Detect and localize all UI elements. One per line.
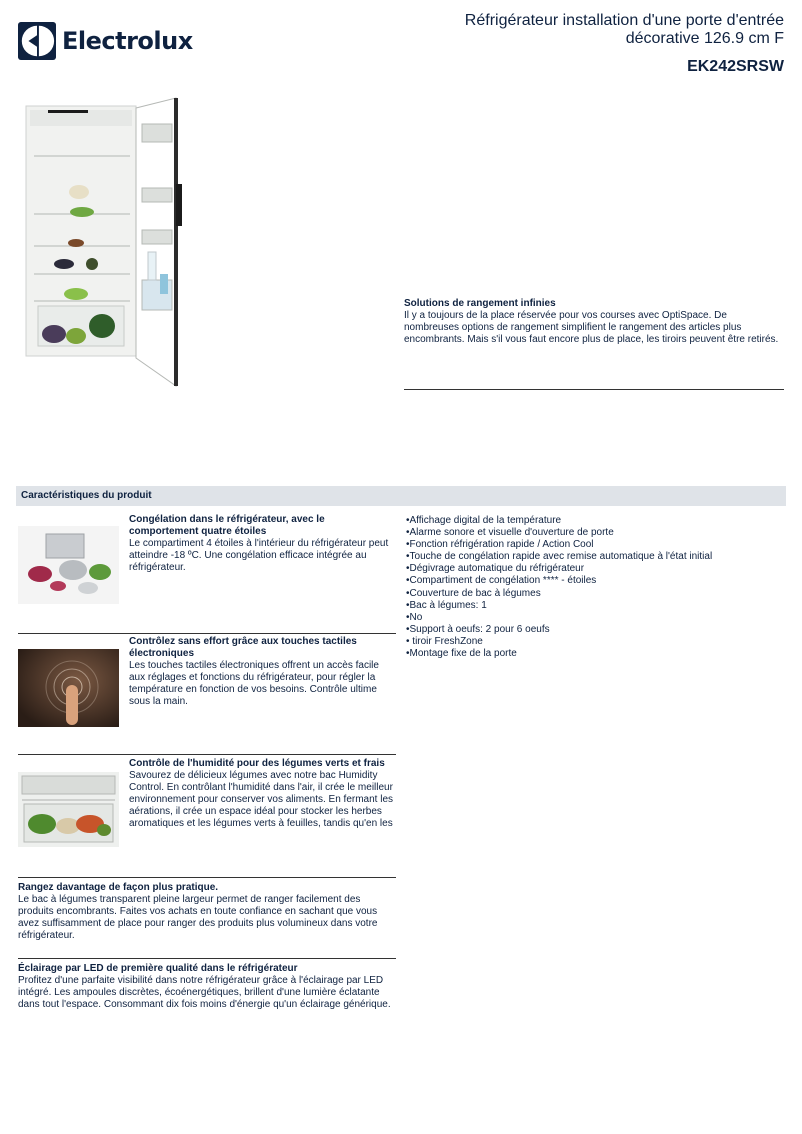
spec-item: • Alarme sonore et visuelle d'ouverture de porte [406,527,786,539]
feature-freezing [18,514,396,610]
feature-heading: Solutions de rangement infinies [404,298,556,309]
feature-heading: Éclairage par LED de première qualité dans le réfrigérateur [18,963,298,974]
spec-item: • No [406,612,786,624]
vegetable-drawer-image [18,772,119,847]
spec-item: • Compartiment de congélation **** - étoiles [406,575,786,587]
feature-heading: Congélation dans le réfrigérateur, avec le comportement quatre étoiles [129,514,325,537]
touch-control-image [18,649,119,727]
feature-heading: Rangez davantage de façon plus pratique. [18,882,219,893]
electrolux-logo-icon [18,22,56,60]
spec-item: • Couverture de bac à légumes [406,588,786,600]
freezer-food-image [18,526,119,604]
feature-body: Il y a toujours de la place réservée pour vos courses avec OptiSpace. De nombreuses options de rangement simplifient le rangement des articles plus encombrants. Mais s'il vous faut encore plus de place, les tiroirs peuvent être retirés. [404,310,779,345]
brand-name: Electrolux [62,27,193,55]
feature-heading: Contrôlez sans effort grâce aux touches tactiles électroniques [129,636,357,659]
spec-item: • Bac à légumes: 1 [406,600,786,612]
model-number: EK242SRSW [687,58,784,75]
spec-list [406,515,786,660]
divider [18,633,396,634]
feature-more-storage [18,882,393,942]
feature-body: Le compartiment 4 étoiles à l'intérieur du réfrigérateur peut atteindre -18 ºC. Une congélation efficace intégrée au réfrigérateur. [129,538,389,573]
divider [404,389,784,390]
spec-item: • tiroir FreshZone [406,636,786,648]
feature-body: Les touches tactiles électroniques offrent un accès facile aux réglages et fonctions du réfrigérateur, pour régler la température en fonction de vos besoins. Contrôle ultime sous la main. [129,660,379,707]
divider [18,958,396,959]
feature-humidity-control [18,758,396,868]
feature-body: Savourez de délicieux légumes avec notre bac Humidity Control. En contrôlant l'humidité dans l'air, il crée le meilleur environnement pour conserver vos aliments. En fermant les aérations, il crée un espace idéal pour stocker les herbes aromatiques et les légumes verts à feuilles, tandis qu'en les [129,770,394,829]
spec-item: • Support à oeufs: 2 pour 6 oeufs [406,624,786,636]
page-title: Réfrigérateur installation d'une porte d'entrée décorative 126.9 cm F [464,12,784,47]
divider [18,754,396,755]
feature-heading: Contrôle de l'humidité pour des légumes verts et frais [129,758,385,769]
brand-logo [18,22,193,60]
spec-item: • Touche de congélation rapide avec remise automatique à l'état initial [406,551,786,563]
feature-body: Le bac à légumes transparent pleine largeur permet de ranger facilement des produits encombrants. Faites vos achats en toute confiance en sachant que vous avez suffisamment de place pour ranger des produits plus volumineux dans votre réfrigérateur. [18,894,378,941]
feature-storage [404,298,784,346]
product-image [24,96,184,388]
spec-item: • Fonction réfrigération rapide / Action Cool [406,539,786,551]
spec-item: • Dégivrage automatique du réfrigérateur [406,563,786,575]
feature-touch-controls [18,636,396,736]
spec-item: • Montage fixe de la porte [406,648,786,660]
section-title: Caractéristiques du produit [16,486,786,506]
feature-body: Profitez d'une parfaite visibilité dans notre réfrigérateur grâce à l'éclairage par LED intégré. Les ampoules discrètes, écoénergétiques, brillent d'une lumière éclatante dans tout l'espace. Consommant dix fois moins d'énergie qu'un éclairage générique. [18,975,391,1010]
feature-led-lighting [18,963,393,1011]
divider [18,877,396,878]
spec-item: • Affichage digital de la température [406,515,786,527]
